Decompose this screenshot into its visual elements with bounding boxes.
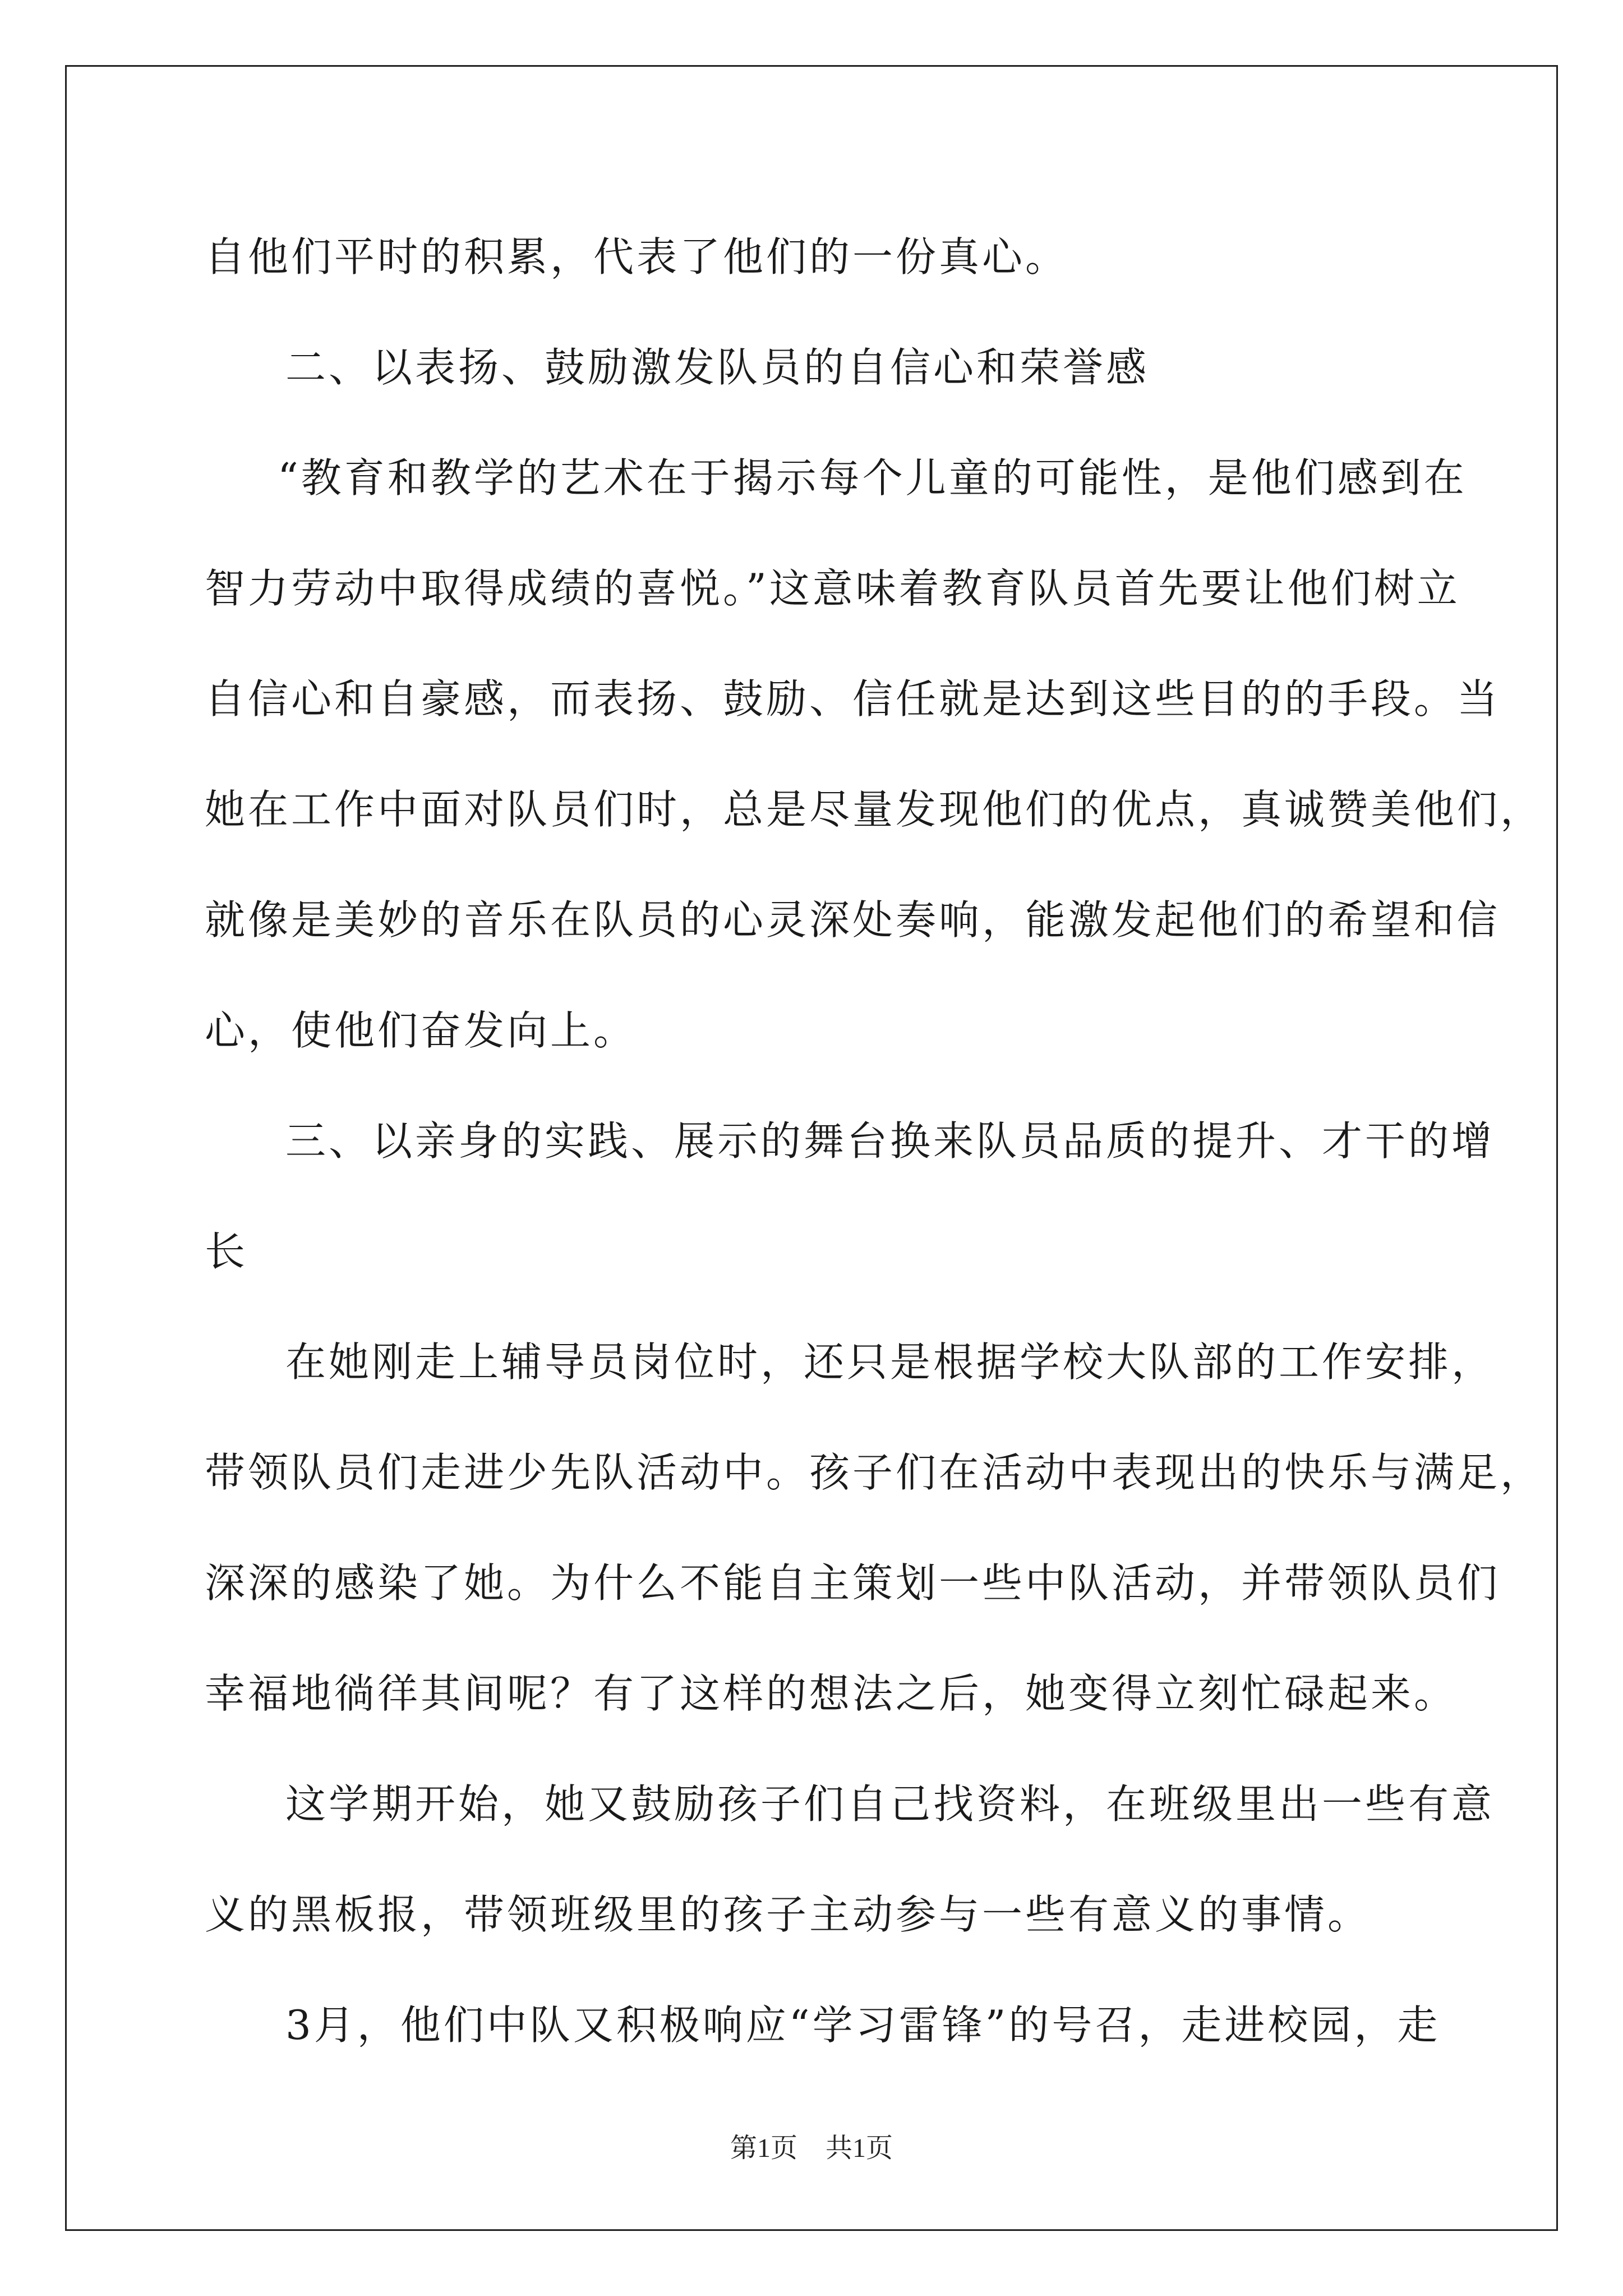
text-line: 自他们平时的积累，代表了他们的一份真心。	[205, 233, 1069, 280]
text-line: 义的黑板报，带领班级里的孩子主动参与一些有意义的事情。	[205, 1891, 1371, 1938]
text-line: 带领队员们走进少先队活动中。孩子们在活动中表现出的快乐与满足，	[205, 1449, 1544, 1496]
page-total: 共1页	[826, 2133, 893, 2163]
text-line: 幸福地徜徉其间呢？有了这样的想法之后，她变得立刻忙碌起来。	[205, 1670, 1458, 1717]
section-heading: 二、以表扬、鼓励激发队员的自信心和荣誉感	[285, 344, 1150, 391]
text-line: 智力劳动中取得成绩的喜悦。”这意味着教育队员首先要让他们树立	[205, 565, 1460, 612]
text-line: 深深的感染了她。为什么不能自主策划一些中队活动，并带领队员们	[205, 1559, 1501, 1607]
section-heading: 长	[205, 1228, 248, 1275]
text-line: 她在工作中面对队员们时，总是尽量发现他们的优点，真诚赞美他们，	[205, 786, 1544, 833]
page-footer	[0, 2126, 1623, 2165]
text-line: 心，使他们奋发向上。	[205, 1007, 637, 1054]
text-line: 自信心和自豪感，而表扬、鼓励、信任就是达到这些目的的手段。当	[205, 675, 1501, 723]
document-body	[205, 202, 1544, 2081]
text-line: 这学期开始，她又鼓励孩子们自己找资料，在班级里出一些有意	[285, 1780, 1495, 1828]
section-heading: 三、以亲身的实践、展示的舞台换来队员品质的提升、才干的增	[285, 1117, 1495, 1165]
text-line: “教育和教学的艺术在于揭示每个儿童的可能性，是他们感到在	[278, 454, 1467, 501]
text-line: 3月，他们中队又积极响应“学习雷锋”的号召，走进校园，走	[285, 2001, 1441, 2049]
text-line: 就像是美妙的音乐在队员的心灵深处奏响，能激发起他们的希望和信	[205, 896, 1501, 944]
text-line: 在她刚走上辅导员岗位时，还只是根据学校大队部的工作安排，	[285, 1338, 1495, 1386]
page-number: 第1页	[730, 2133, 797, 2163]
